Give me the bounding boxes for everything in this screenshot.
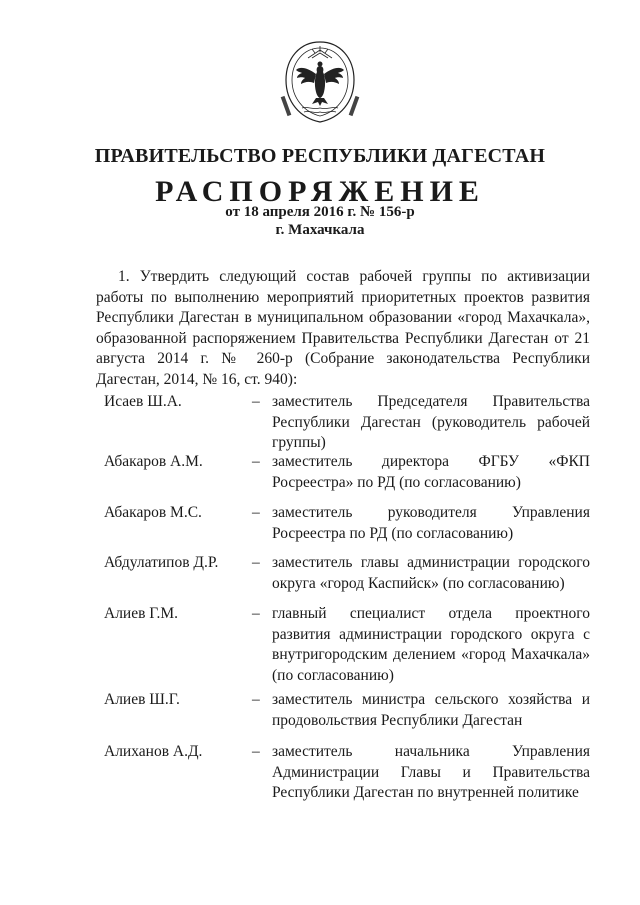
member-role: заместитель директора ФГБУ «ФКП Росреестра» по РД (по согласованию) bbox=[272, 453, 590, 491]
date-number-line: от 18 апреля 2016 г. № 156-р bbox=[225, 204, 415, 220]
member-role: главный специалист отдела проектного развития администрации городского округа с внутригородским делением «город Махачкала» (по согласованию) bbox=[272, 605, 590, 684]
member-name: Абакаров А.М. bbox=[104, 453, 203, 470]
member-dash: – bbox=[252, 504, 260, 521]
member-dash: – bbox=[252, 554, 260, 571]
member-dash: – bbox=[252, 743, 260, 760]
member-name: Исаев Ш.А. bbox=[104, 393, 182, 410]
member-name: Алиев Ш.Г. bbox=[104, 691, 180, 708]
city-line: г. Махачкала bbox=[275, 222, 365, 238]
intro-paragraph bbox=[96, 267, 590, 390]
paragraph-text: 1. Утвердить следующий состав рабочей группы по активизации работы по выполнению мероприятий приоритетных проектов развития Республики Дагестан в муниципальном образовании «город Махачкала», образованной распоряжением Правительства Республики Дагестан от 21 августа 2014 г. № 260-р (Собрание законодательства Республики Дагестан, 2014, № 16, ст. 940): bbox=[96, 268, 590, 388]
member-role: заместитель руководителя Управления Росреестра по РД (по согласованию) bbox=[272, 504, 590, 542]
dagestan-coat-of-arms-icon bbox=[272, 36, 368, 126]
member-name: Алиев Г.М. bbox=[104, 605, 179, 622]
member-dash: – bbox=[252, 605, 260, 622]
member-role: заместитель главы администрации городского округа «город Каспийск» (по согласованию) bbox=[272, 554, 590, 592]
member-dash: – bbox=[252, 691, 260, 708]
member-role: заместитель министра сельского хозяйства и продовольствия Республики Дагестан bbox=[272, 691, 590, 729]
member-name: Абдулатипов Д.Р. bbox=[104, 554, 219, 571]
member-dash: – bbox=[252, 453, 260, 470]
member-role: заместитель Председателя Правительства Республики Дагестан (руководитель рабочей группы) bbox=[272, 393, 590, 451]
member-name: Абакаров М.С. bbox=[104, 504, 202, 521]
document-type-title: РАСПОРЯЖЕНИЕ bbox=[155, 175, 485, 208]
member-dash: – bbox=[252, 393, 260, 410]
member-role: заместитель начальника Управления Администрации Главы и Правительства Республики Дагестан по внутренней политике bbox=[272, 743, 590, 801]
member-name: Алиханов А.Д. bbox=[104, 743, 203, 760]
government-heading: ПРАВИТЕЛЬСТВО РЕСПУБЛИКИ ДАГЕСТАН bbox=[94, 145, 546, 167]
